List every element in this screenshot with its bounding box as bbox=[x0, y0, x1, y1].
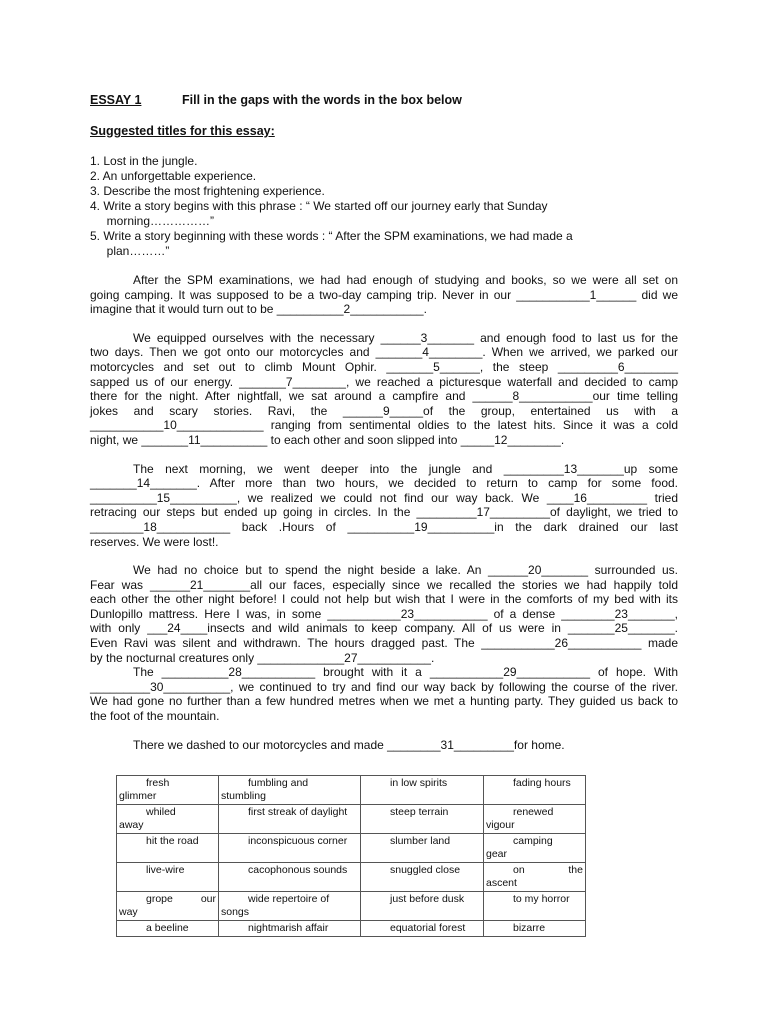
paragraph-line: _______14_______. After more than two hours, we decided to return to camp for some food. bbox=[90, 476, 678, 491]
word-box-cell bbox=[117, 805, 219, 834]
word-box-phrase: live-wire bbox=[146, 864, 185, 876]
paragraph-line: night, we _______11__________ to each other and soon slipped into _____12________. bbox=[90, 432, 565, 447]
word-box-phrase: first streak of daylight bbox=[248, 806, 348, 818]
paragraph-2 bbox=[90, 331, 678, 448]
word-box-phrase-continued: gear bbox=[486, 848, 508, 860]
paragraph-line: _________30__________, we continued to try and find our way back by following the course of the river. bbox=[90, 679, 678, 694]
paragraph-line: Fear was ______21_______all our faces, especially since we recalled the stories we had happily told bbox=[90, 577, 678, 592]
paragraph-line: each other the other night before! I could not help but wish that I were in the comforts of my bed with its bbox=[90, 592, 678, 607]
paragraph-line: motorcycles and set out to climb Mount Ophir. _______5______, the steep _________6________ bbox=[90, 359, 678, 374]
word-box-cell bbox=[361, 892, 484, 921]
word-box-phrase: to my horror bbox=[513, 893, 570, 905]
word-box-cell bbox=[484, 921, 586, 937]
paragraph-3 bbox=[90, 462, 678, 550]
word-box-cell bbox=[219, 834, 361, 863]
word-box-row bbox=[117, 921, 586, 937]
paragraph-5 bbox=[90, 738, 678, 753]
word-box-cell bbox=[484, 892, 586, 921]
word-box-phrase: camping bbox=[513, 835, 553, 847]
heading-row bbox=[90, 93, 678, 107]
word-box-cell bbox=[117, 834, 219, 863]
titles-heading: Suggested titles for this essay: bbox=[90, 124, 275, 138]
word-box-cell bbox=[484, 776, 586, 805]
word-box-phrase: equatorial forest bbox=[390, 922, 466, 934]
word-box-phrase: wide repertoire of bbox=[248, 893, 330, 905]
word-box-phrase-continued: songs bbox=[221, 906, 250, 918]
word-box-cell bbox=[484, 863, 586, 892]
word-box-phrase-continued: glimmer bbox=[119, 790, 157, 802]
word-box-cell bbox=[361, 776, 484, 805]
word-box-cell bbox=[361, 921, 484, 937]
word-box-phrase: on the bbox=[513, 864, 583, 876]
paragraph-line: There we dashed to our motorcycles and made ________31_________for home. bbox=[133, 737, 565, 752]
word-box-phrase: cacophonous sounds bbox=[248, 864, 348, 876]
paragraph-line: We had gone no further than a few hundred metres when we met a hunting party. They guided us back to bbox=[90, 694, 678, 709]
word-box-phrase: fresh bbox=[146, 777, 170, 789]
word-box-cell bbox=[219, 921, 361, 937]
word-box-phrase: grope our bbox=[146, 893, 216, 905]
word-box-row bbox=[117, 892, 586, 921]
paragraph-line: ________18___________ back .Hours of __________19__________in the dark drained our last bbox=[90, 519, 678, 534]
word-box-phrase: in low spirits bbox=[390, 777, 448, 789]
paragraph-line: The __________28___________ brought with it a ___________29___________ of hope. With bbox=[133, 665, 678, 680]
word-box-phrase: renewed bbox=[513, 806, 554, 818]
title-item: 4. Write a story begins with this phrase : “ We started off our journey early that Sunday bbox=[90, 199, 548, 213]
paragraph-line: jokes and scary stories. Ravi, the ______9_____of the group, entertained us with a bbox=[90, 403, 678, 418]
word-box-cell bbox=[361, 863, 484, 892]
word-box-phrase: snuggled close bbox=[390, 864, 461, 876]
word-box-row bbox=[117, 834, 586, 863]
word-box-cell bbox=[484, 834, 586, 863]
word-box-phrase-continued: stumbling bbox=[221, 790, 266, 802]
word-box-phrase-continued: away bbox=[119, 819, 144, 831]
word-box-phrase: slumber land bbox=[390, 835, 451, 847]
word-box-cell bbox=[117, 776, 219, 805]
paragraph-line: We had no choice but to spend the night beside a lake. An ______20_______ surrounded us. bbox=[133, 563, 678, 578]
word-box-phrase: steep terrain bbox=[390, 806, 449, 818]
word-box-cell bbox=[117, 921, 219, 937]
word-box-phrase: fading hours bbox=[513, 777, 571, 789]
title-item: 3. Describe the most frightening experience. bbox=[90, 184, 325, 198]
word-box-row bbox=[117, 805, 586, 834]
word-box-phrase-continued: ascent bbox=[486, 877, 517, 889]
paragraph-line: retracing our steps but ended up going in circles. In the _________17_________of daylight, we tried to bbox=[90, 505, 678, 520]
paragraph-line: We equipped ourselves with the necessary ______3_______ and enough food to last us for the bbox=[133, 330, 678, 345]
word-box-phrase: fumbling and bbox=[248, 777, 309, 789]
paragraph-line: ___________10_____________ ranging from sentimental oldies to the latest hits. Since it was a cold bbox=[90, 418, 678, 433]
worksheet bbox=[90, 93, 678, 752]
word-box-table bbox=[116, 775, 586, 937]
word-box-phrase-continued: vigour bbox=[486, 819, 515, 831]
word-box-cell bbox=[117, 892, 219, 921]
word-box-phrase: bizarre bbox=[513, 922, 546, 934]
title-item: 1. Lost in the jungle. bbox=[90, 154, 198, 168]
paragraph-line: Dunlopillo mattress. Here I was, in some ___________23___________ of a dense ________23_______, bbox=[90, 606, 678, 621]
title-item: morning……………” bbox=[90, 214, 215, 228]
word-box-cell bbox=[361, 805, 484, 834]
paragraph-line: __________15__________, we realized we could not find our way back. We ____16_________ tried bbox=[90, 490, 678, 505]
paragraph-line: Even Ravi was silent and withdrawn. The hours dragged past. The ___________26___________ made bbox=[90, 636, 678, 651]
word-box-row bbox=[117, 863, 586, 892]
paragraph-line: reserves. We were lost!. bbox=[90, 534, 219, 549]
paragraph-4 bbox=[90, 563, 678, 724]
word-box-row bbox=[117, 776, 586, 805]
paragraph-line: the foot of the mountain. bbox=[90, 709, 220, 724]
word-box-phrase: just before dusk bbox=[390, 893, 465, 905]
paragraph-line: there for the night. After nightfall, we sat around a campfire and ______8___________our time telling bbox=[90, 389, 678, 404]
paragraph-line: by the nocturnal creatures only _____________27___________. bbox=[90, 650, 435, 665]
paragraph-line: going camping. It was supposed to be a two-day camping trip. Never in our ___________1______ did we bbox=[90, 287, 678, 302]
word-box-cell bbox=[361, 834, 484, 863]
word-box-cell bbox=[219, 776, 361, 805]
word-box-phrase: nightmarish affair bbox=[248, 922, 329, 934]
paragraph-line: imagine that it would turn out to be __________2___________. bbox=[90, 302, 427, 317]
paragraph-line: After the SPM examinations, we had had enough of studying and books, so we were all set on bbox=[133, 273, 678, 287]
instruction: Fill in the gaps with the words in the box below bbox=[182, 93, 462, 107]
paragraph-line: two days. Then we got onto our motorcycles and _______4________. When we arrived, we parked our bbox=[90, 345, 678, 360]
word-box-phrase: hit the road bbox=[146, 835, 199, 847]
word-box-phrase: inconspicuous corner bbox=[248, 835, 348, 847]
title-item: 5. Write a story beginning with these words : “ After the SPM examinations, we had made a bbox=[90, 229, 573, 243]
word-box-cell bbox=[219, 863, 361, 892]
essay-label: ESSAY 1 bbox=[90, 93, 142, 107]
paragraph-1 bbox=[90, 273, 678, 317]
paragraph-line: with only ___24____insects and wild animals to keep company. All of us were in _______25_______. bbox=[90, 621, 678, 636]
word-box-phrase: whiled bbox=[146, 806, 176, 818]
title-item: 2. An unforgettable experience. bbox=[90, 169, 257, 183]
titles-list bbox=[90, 154, 678, 259]
word-box-phrase-continued: way bbox=[119, 906, 138, 918]
paragraph-line: The next morning, we went deeper into the jungle and _________13_______up some bbox=[133, 461, 678, 476]
word-box-cell bbox=[484, 805, 586, 834]
word-box-cell bbox=[117, 863, 219, 892]
title-item: plan………” bbox=[90, 244, 170, 258]
word-box-cell bbox=[219, 805, 361, 834]
word-box-cell bbox=[219, 892, 361, 921]
paragraph-line: sapped us of our energy. _______7________, we reached a picturesque waterfall and decided to camp bbox=[90, 374, 678, 389]
word-box-phrase: a beeline bbox=[146, 922, 189, 934]
